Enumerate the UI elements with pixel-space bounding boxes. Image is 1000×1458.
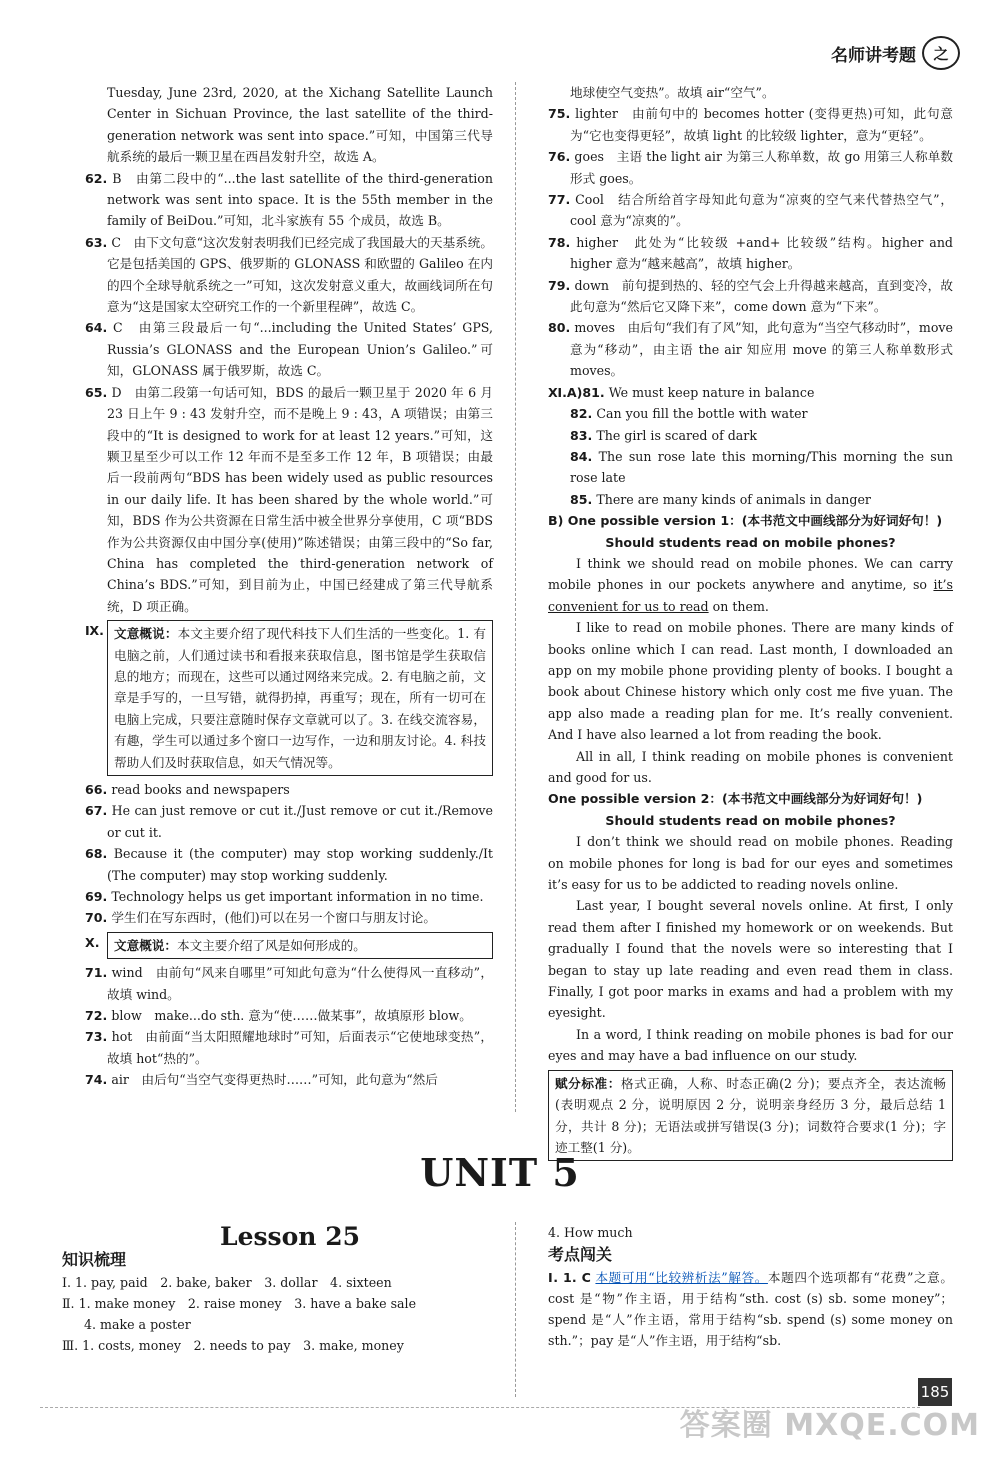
knowledge-line-4: Ⅲ. 1. costs, money 2. needs to pay 3. make, money <box>62 1338 404 1353</box>
knowledge-heading: 知识梳理 <box>62 1250 127 1269</box>
essay-1-paragraph-1: I think we should read on mobile phones. We can carry mobile phones in our pockets anywhere and anytime, so it’s convenient for us to read on them. <box>548 555 953 614</box>
answer-74: 74. air 由后句“当空气变得更热时……”可知，此句意为“然后 <box>85 1072 438 1088</box>
version-1-heading: B) One possible version 1：(本书范文中画线部分为好词好句！) <box>548 513 943 529</box>
essay-1-paragraph-3: All in all, I think reading on mobile phones is convenient and good for us. <box>548 748 953 785</box>
answer-80: 80. moves 由后句“我们有了风”知，此句意为“当空气移动时”，move 意为“移动”，由主语 the air 知应用 move 的第三人称单数形式 moves。 <box>548 320 953 379</box>
answer-64: 64. C 由第三段最后一句“...including the United States’ GPS, Russia’s GLONASS and the European Union’s Galileo.”可知，GLONASS 属于俄罗斯，故选 C。 <box>85 320 493 379</box>
scoring-criteria-box: 赋分标准：格式正确，人称、时态正确(2 分)；要点齐全，表达流畅(表明观点 2 分，说明原因 2 分，说明亲身经历 3 分，最后总结 1 分，共计 8 分)；无语法或拼写错误(3 分)；词数符合要求(1 分)；字迹工整(1 分)。 <box>548 1070 953 1162</box>
page-number: 185 <box>918 1378 952 1406</box>
essay-2-paragraph-3: In a word, I think reading on mobile phones is bad for our eyes and may have a bad influence on our study. <box>548 1026 953 1064</box>
column-divider <box>515 82 516 1112</box>
answer-75: 75. lighter 由前句中的 becomes hotter (变得更热)可知，此句意为“它也变得更轻”，故填 light 的比较级 lighter，意为“更轻”。 <box>548 106 953 143</box>
essay-2-paragraph-2: Last year, I bought several novels online. At first, I only read them after I finished my homework or on weekends. But gradually I found that the novels were so interesting that I began to stay up late reading and even read them in class. Finally, I got poor marks in exams and had a problem with my eyesight. <box>548 898 953 1021</box>
answer-line-4: 4. How much <box>548 1225 633 1240</box>
answer-61-continued: Tuesday, June 23rd, 2020, at the Xichang Satellite Launch Center in Sichuan Province, the last satellite of the third-generation network was sent into space.”可知，中国第三代导航系统的最后一颗卫星在西昌发射升空，故选 A。 <box>107 85 493 165</box>
answer-85: 85. There are many kinds of animals in danger <box>570 491 871 507</box>
book-logo-icon: 之 <box>922 36 960 70</box>
knowledge-line-1: Ⅰ. 1. pay, paid 2. bake, baker 3. dollar 4. sixteen <box>62 1275 392 1290</box>
lesson-title: Lesson 25 <box>220 1222 360 1251</box>
answer-68: 68. Because it (the computer) may stop working suddenly./It (The computer) may stop working suddenly. <box>85 846 493 883</box>
answer-71: 71. wind 由前句“风来自哪里”可知此句意为“什么使得风一直移动”，故填 wind。 <box>85 965 493 1002</box>
summary-box-10: 文意概说：本文主要介绍了风是如何形成的。 <box>107 932 493 959</box>
watermark: 答案圈 MXQE.COM <box>679 1408 980 1443</box>
left-column <box>85 82 493 1091</box>
answer-69: 69. Technology helps us get important information in no time. <box>85 889 484 905</box>
section-10-summary: Ⅹ. 文意概说：本文主要介绍了风是如何形成的。 <box>85 932 493 959</box>
book-title: 名师讲考题 <box>831 45 916 66</box>
exam-heading: 考点闯关 <box>548 1245 613 1264</box>
answer-63: 63. C 由下文句意“这次发射表明我们已经完成了我国最大的天基系统。它是包括美国的 GPS、俄罗斯的 GLONASS 和欧盟的 Galileo 在内的四个全球导航系统之一”可知，这次发射意义重大，故画线词所在句意为“这是国家太空研究工作的一个新里程碑”，故选 C。 <box>85 234 493 315</box>
answer-73: 73. hot 由前面“当太阳照耀地球时”可知，后面表示“它使地球变热”，故填 hot“热的”。 <box>85 1029 493 1066</box>
answer-72: 72. blow make...do sth. 意为“使……做某事”，故填原形 blow。 <box>85 1008 472 1024</box>
knowledge-line-3: 4. make a poster <box>84 1317 191 1332</box>
essay-2-title: Should students read on mobile phones? <box>605 812 896 828</box>
answer-66: 66. read books and newspapers <box>85 782 290 797</box>
answer-84: 84. The sun rose late this morning/This morning the sun rose late <box>570 448 953 486</box>
answer-65: 65. D 由第二段第一句话可知，BDS 的最后一颗卫星于 2020 年 6 月 23 日上午 9 : 43 发射升空，而不是晚上 9 : 43，A 项错误；由第三段中的“It is designed to work for at least 12 years.”可知，这颗卫星至少可以工作 12 年而不是至多工作 12 年，B 项错误；由最后一段前两句“BDS has been widely used as public resources in our daily life. It has been shared by the whole world.”可知，BDS 作为公共资源在日常生活中被全世界分享使用，C 项“BDS 作为公共资源仅由中国分享(使用)”陈述错误；由第三段中的“So far, China has completed the third-generation network of China’s BDS.”可知，到目前为止，中国已经建成了第三代导航系统，D 项正确。 <box>85 384 493 614</box>
answer-70: 70. 学生们在写东西时，(他们)可以在另一个窗口与朋友讨论。 <box>85 910 436 926</box>
answer-78: 78. higher 此处为“比较级 +and+ 比较级”结构。higher and higher 意为“越来越高”，故填 higher。 <box>548 234 953 272</box>
page-header <box>831 36 960 70</box>
unit-title: UNIT 5 <box>420 1150 580 1195</box>
summary-box-9: 文意概说：本文主要介绍了现代科技下人们生活的一些变化。1. 有电脑之前，人们通过读书和看报来获取信息，图书馆是学生获取信息的地方；而现在，这些可以通过网络来完成。2. 有电脑之前，文章是手写的，一旦写错，就得扔掉，再重写；现在，所有一切可在电脑上完成，只要注意随时保存文章就可以了。3. 在线交流容易，有趣，学生可以通过多个窗口一边写作，一边和朋友讨论。4. 科技帮助人们及时获取信息，如天气情况等。 <box>107 620 493 776</box>
answer-82: 82. Can you fill the bottle with water <box>570 406 808 422</box>
exam-answer-1: Ⅰ. 1. C 本题可用“比较辨析法”解答。本题四个选项都有“花费”之意。cost 是“物”作主语，用于结构“sth. cost (s) sb. some money”；spend 是“人”作主语，常用于结构“sb. spend (s) some money on sth.”；pay 是“人”作主语，用于结构“sb. <box>548 1270 953 1348</box>
essay-1-title: Should students read on mobile phones? <box>605 534 896 550</box>
section-9-summary: Ⅸ. 文意概说：本文主要介绍了现代科技下人们生活的一些变化。1. 有电脑之前，人们通过读书和看报来获取信息，图书馆是学生获取信息的地方；而现在，这些可以通过网络来完成。2. 有电脑之前，文章是手写的，一旦写错，就得扔掉，再重写；现在，所有一切可在电脑上完成，只要注意随时保存文章就可以了。3. 在线交流容易，有趣，学生可以通过多个窗口一边写作，一边和朋友讨论。4. 科技帮助人们及时获取信息，如天气情况等。 <box>85 620 493 776</box>
answer-76: 76. goes 主语 the light air 为第三人称单数，故 go 用第三人称单数形式 goes。 <box>548 149 953 186</box>
answer-79: 79. down 前句提到热的、轻的空气会上升得越来越高，直到变冷，故此句意为“然后它又降下来”，come down 意为“下来”。 <box>548 277 953 315</box>
answer-67: 67. He can just remove or cut it./Just remove or cut it./Remove or cut it. <box>85 803 493 840</box>
answer-81: Ⅺ.A)81. We must keep nature in balance <box>548 384 815 400</box>
bottom-column-divider <box>515 1222 516 1397</box>
version-2-heading: One possible version 2：(本书范文中画线部分为好词好句！) <box>548 791 923 807</box>
answer-74-continued: 地球使空气变热”。故填 air“空气”。 <box>570 85 775 100</box>
answer-83: 83. The girl is scared of dark <box>570 427 757 443</box>
knowledge-section <box>62 1248 502 1356</box>
essay-1-paragraph-2: I like to read on mobile phones. There are many kinds of books online which I can read. Last month, I downloaded an app on my mobile phone providing plenty of books. I bought a book about Chinese history which only cost me five yuan. The app also made a reading plan for me. It’s really convenient. And I have also learned a lot from reading the book. <box>548 620 953 743</box>
answer-77: 77. Cool 结合所给首字母知此句意为“凉爽的空气来代替热空气”，cool 意为“凉爽的”。 <box>548 192 953 229</box>
essay-2-paragraph-1: I don’t think we should read on mobile phones. Reading on mobile phones for long is bad for our eyes and sometimes it’s easy for us to be addicted to reading novels online. <box>548 834 953 893</box>
right-column <box>548 82 953 1161</box>
knowledge-line-2: Ⅱ. 1. make money 2. raise money 3. have a bake sale <box>62 1296 417 1311</box>
exam-section <box>548 1222 953 1351</box>
answer-62: 62. B 由第二段中的“...the last satellite of the third-generation network was sent into space. It is the 55th member in the family of BeiDou.”可知，北斗家族有 55 个成员，故选 B。 <box>85 170 493 229</box>
